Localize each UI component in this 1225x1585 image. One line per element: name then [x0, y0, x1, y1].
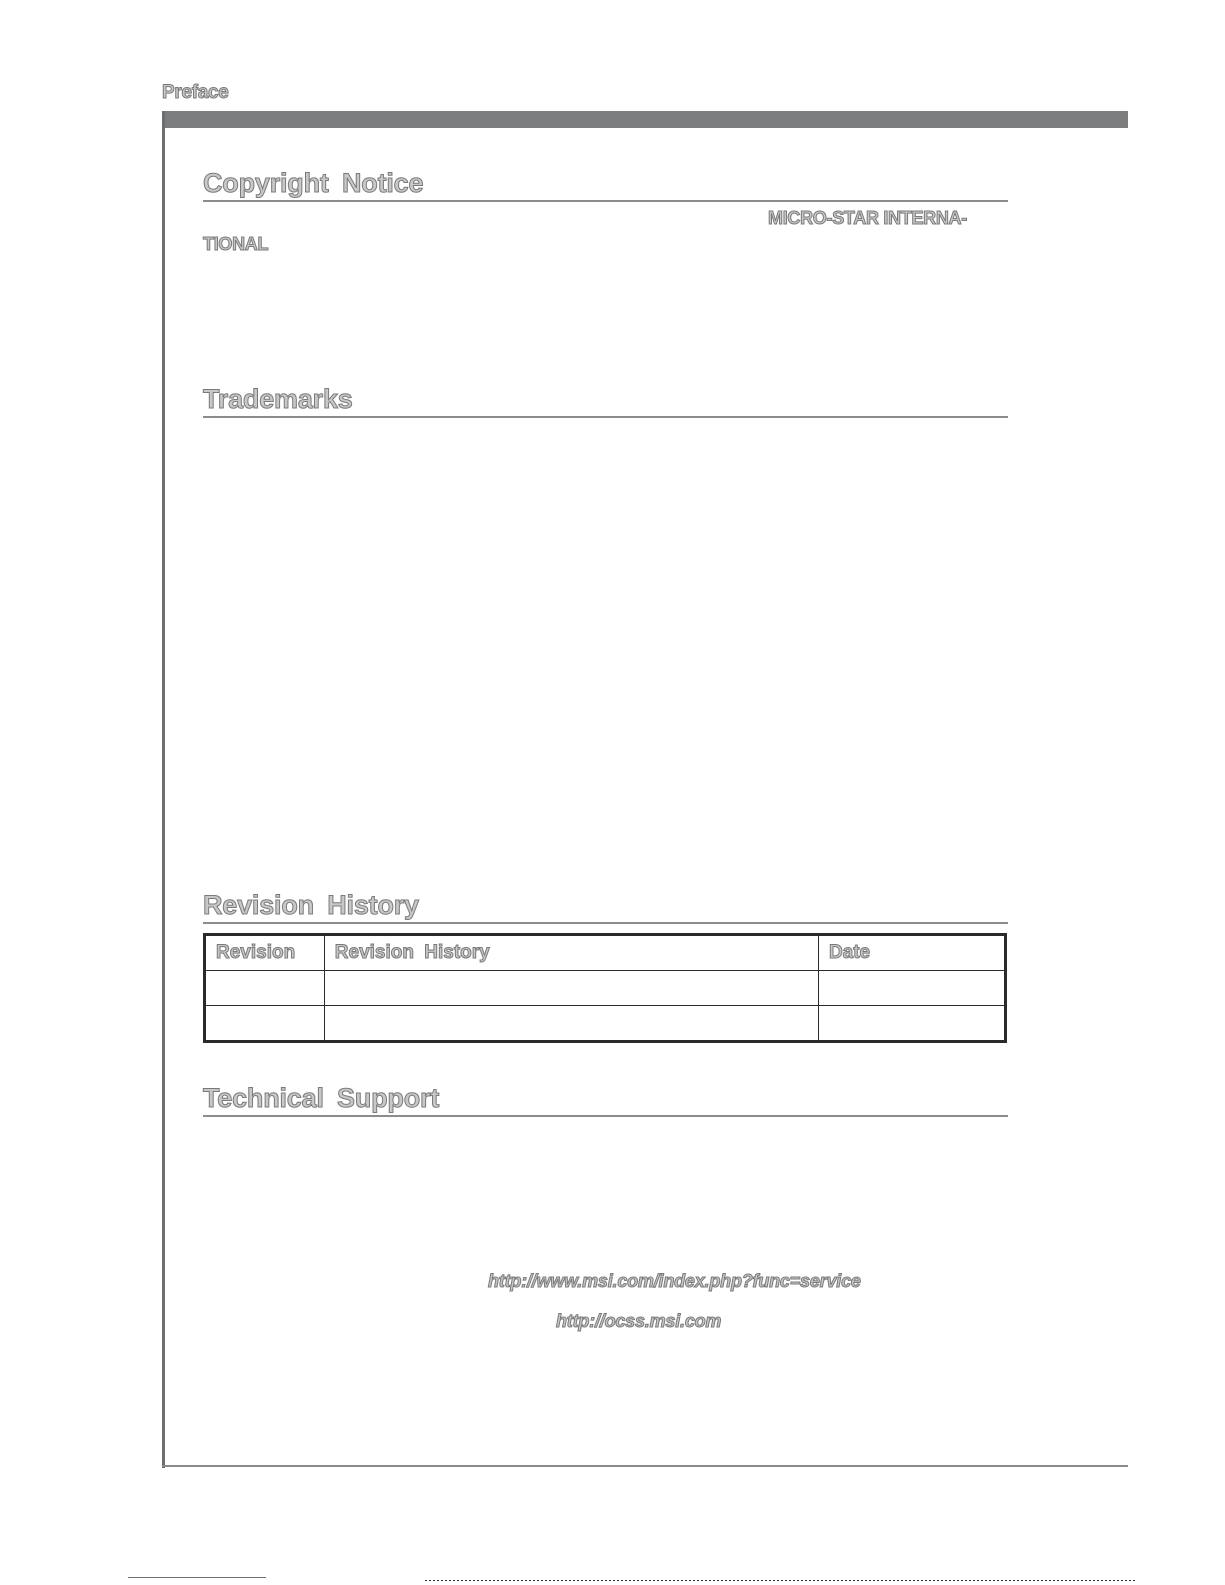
service-link[interactable]: http://www.msi.com/index.php?func=service: [488, 1271, 861, 1291]
chapter-label: Preface: [162, 82, 229, 103]
revision-history-table: [203, 933, 1007, 1043]
table-cell: [205, 1006, 325, 1042]
footer-strip: [0, 1575, 1225, 1585]
left-margin-rule: [162, 111, 165, 1468]
column-header-revision: Revision: [205, 935, 325, 971]
table-cell: [324, 1006, 818, 1042]
revision-history-heading: Revision History: [203, 890, 1008, 924]
copyright-notice-heading: Copyright Notice: [203, 168, 1008, 202]
company-name-line1: MICRO-STAR INTERNA-: [768, 208, 967, 228]
trademarks-heading: Trademarks: [203, 384, 1008, 418]
table-cell: [818, 1006, 1005, 1042]
table-cell: [818, 971, 1005, 1006]
company-name-line2: TIONAL: [203, 234, 269, 254]
footer-line-dotted: [425, 1580, 1135, 1581]
column-header-revision-history: Revision History: [324, 935, 818, 971]
column-header-date: Date: [818, 935, 1005, 971]
table-row: [205, 971, 1006, 1006]
header-bar: [162, 111, 1128, 128]
footer-line-short: [128, 1577, 266, 1578]
table-row: [205, 1006, 1006, 1042]
bottom-rule: [162, 1465, 1128, 1467]
table-cell: [205, 971, 325, 1006]
table-header-row: [205, 935, 1006, 971]
table-cell: [324, 971, 818, 1006]
technical-support-heading: Technical Support: [203, 1083, 1008, 1117]
ocss-link[interactable]: http://ocss.msi.com: [556, 1311, 722, 1331]
